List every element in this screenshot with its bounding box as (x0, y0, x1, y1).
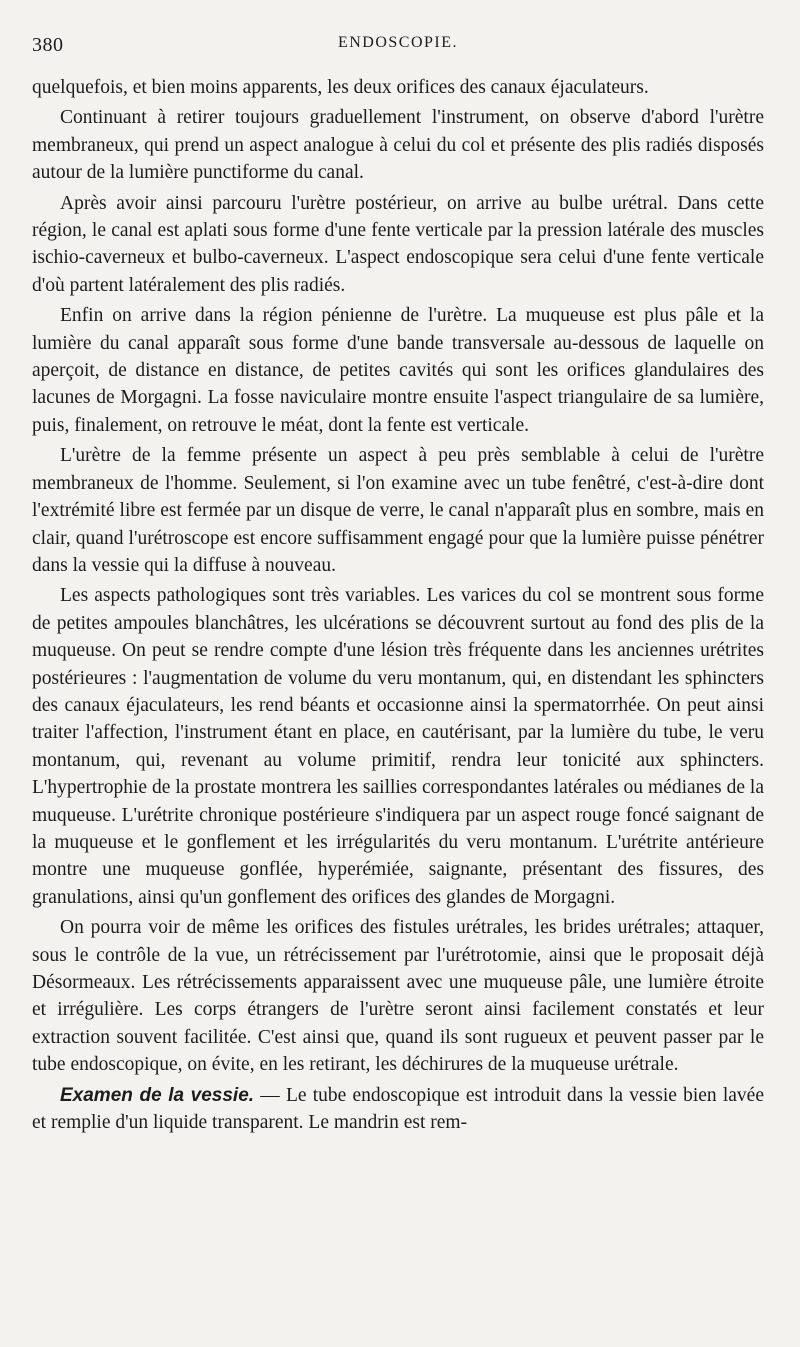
paragraph: On pourra voir de même les orifices des fistules urétrales, les brides urétrales; attaquer, sous le contrôle de la vue, un rétrécissement par l'urétrotomie, ainsi que le proposait déjà Désormeaux. Les rétrécissements apparaissent avec une muqueuse pâle, une lumière étroite et irrégulière. Les corps étrangers de l'urètre seront ainsi facilement constatés et leur extraction souvent facilitée. C'est ainsi que, quand ils sont rugueux et peuvent passer par le tube endoscopique, on évite, en les retirant, les déchirures de la muqueuse urétrale. (32, 917, 764, 1076)
paragraph: Continuant à retirer toujours graduellement l'instrument, on observe d'abord l'urètre membraneux, qui prend un aspect analogue à celui du col et présente des plis radiés disposés autour de la lumière punctiforme du canal. (32, 107, 764, 184)
paragraph: quelquefois, et bien moins apparents, les deux orifices des canaux éjaculateurs. (32, 77, 649, 98)
paragraph: L'urètre de la femme présente un aspect à peu près semblable à celui de l'urètre membraneux de l'homme. Seulement, si l'on examine avec un tube fenêtré, c'est-à-dire dont l'extrémité libre est fermée par un disque de verre, le canal n'apparaît plus en sombre, mais en clair, quand l'urétroscope est encore suffisamment engagé pour que la lumière puisse pénétrer dans la vessie qui la diffuse à nouveau. (32, 445, 764, 576)
section-text: — Le tube endoscopique est introduit dans la vessie bien lavée et remplie d'un liquide transparent. Le mandrin est rem- (32, 1084, 764, 1134)
section-heading: Examen de la vessie. (60, 1084, 255, 1106)
body-text (32, 74, 764, 1136)
paragraph: Les aspects pathologiques sont très variables. Les varices du col se montrent sous forme de petites ampoules blanchâtres, les ulcérations se découvrent surtout au fond des plis de la muqueuse. On peut se rendre compte d'une lésion très fréquente dans les anciennes urétrites postérieures : l'augmentation de volume du veru montanum, qui, en distendant les sphincters des canaux éjaculateurs, les rend béants et occasionne ainsi la spermatorrhée. On peut ainsi traiter l'affection, l'instrument étant en place, en cautérisant, par la lumière du tube, le veru montanum, qui, revenant au volume primitif, rendra leur tonicité aux sphincters. L'hypertrophie de la prostate montrera les saillies correspondantes latérales ou médianes de la muqueuse. L'urétrite chronique postérieure s'indiquera par un aspect rouge foncé saignant de la muqueuse et le gonflement et les irrégularités du veru montanum. L'urétrite antérieure montre une muqueuse gonflée, hyperémiée, saignante, présentant des fissures, des granulations, ainsi qu'un gonflement des orifices des glandes de Morgagni. (32, 585, 764, 908)
page-number: 380 (32, 34, 64, 56)
paragraph: Après avoir ainsi parcouru l'urètre postérieur, on arrive au bulbe urétral. Dans cette région, le canal est aplati sous forme d'une fente verticale par la pression latérale des muscles ischio-caverneux et bulbo-caverneux. L'aspect endoscopique sera celui d'une fente verticale d'où partent latéralement des plis radiés. (32, 192, 764, 296)
section-paragraph (32, 1082, 764, 1137)
page-header (32, 34, 764, 64)
paragraph: Enfin on arrive dans la région pénienne de l'urètre. La muqueuse est plus pâle et la lumière du canal apparaît sous forme d'une bande transversale au-dessous de laquelle on aperçoit, de distance en distance, de petites cavités qui sont les orifices glandulaires des lacunes de Morgagni. La fosse naviculaire montre ensuite l'aspect triangulaire de sa lumière, puis, finalement, on retrouve le méat, dont la fente est verticale. (32, 305, 764, 436)
running-head: ENDOSCOPIE. (337, 34, 459, 51)
